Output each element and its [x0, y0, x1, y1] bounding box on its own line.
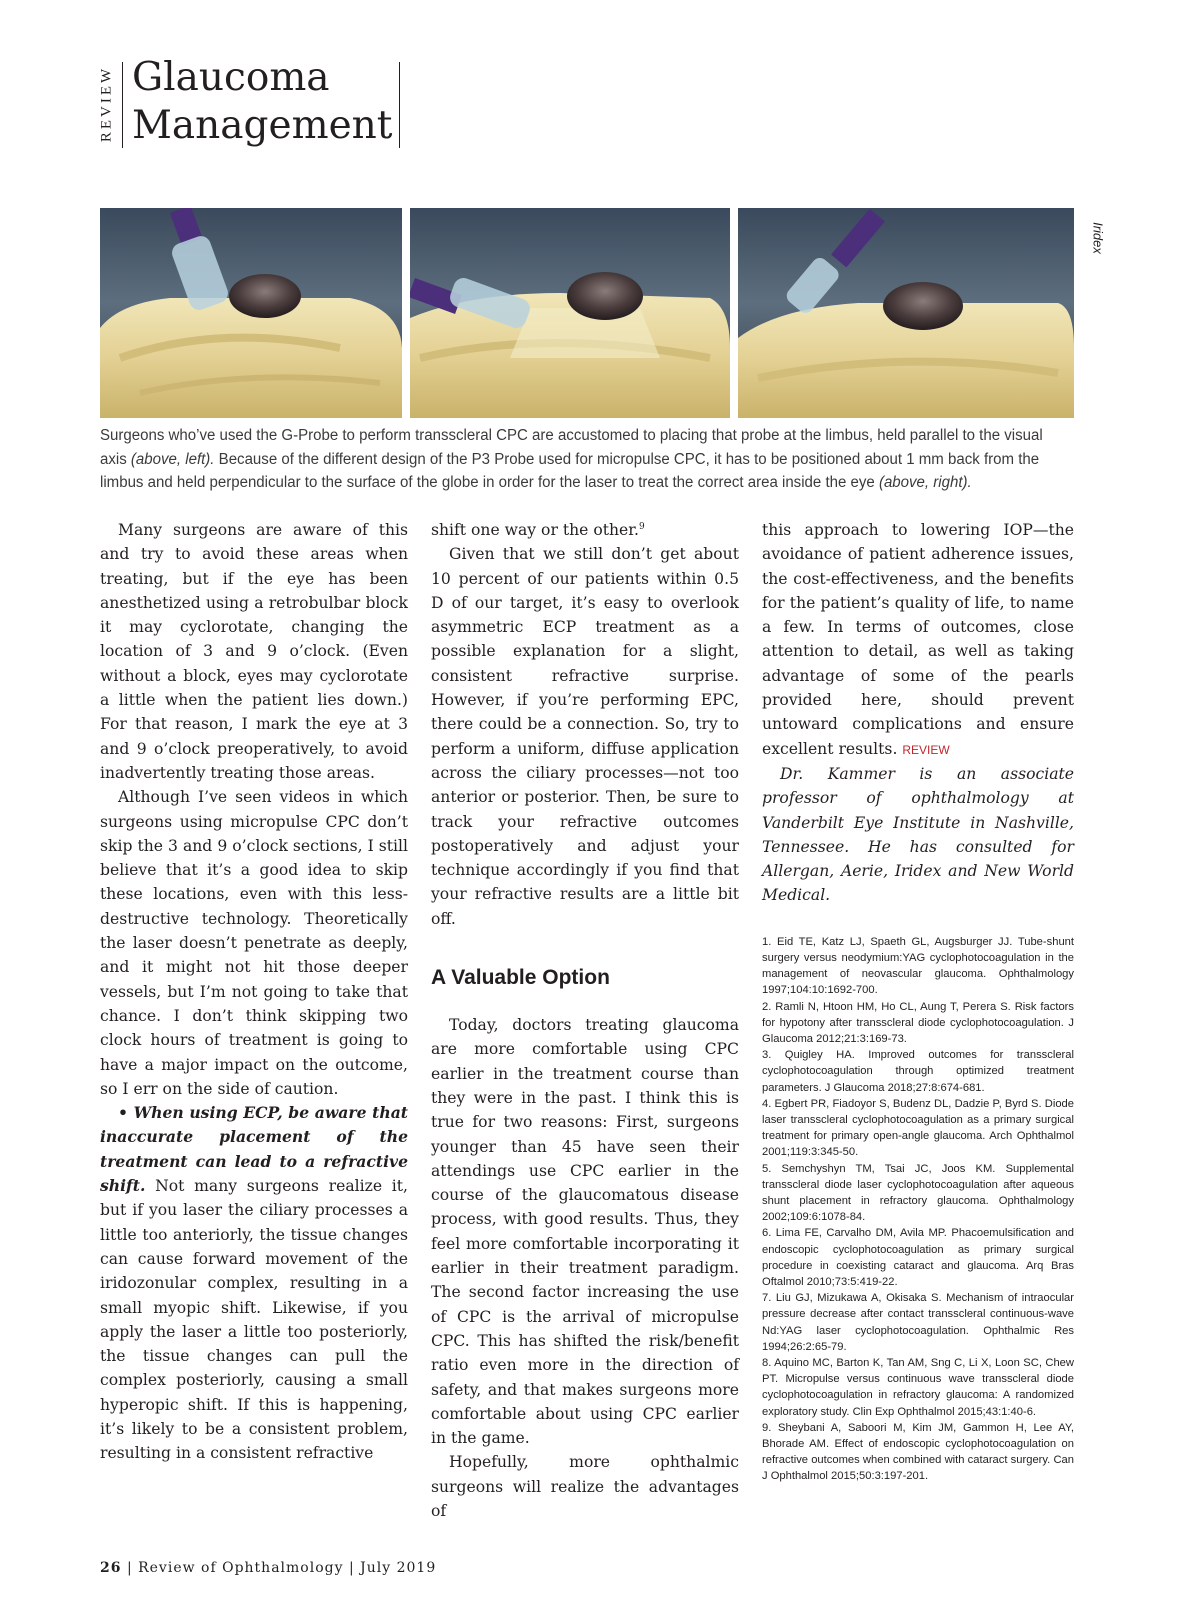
photo-credit-text: Iridex [1090, 222, 1106, 254]
page-number: 26 [100, 1560, 122, 1576]
section-subhead: A Valuable Option [431, 966, 610, 990]
paragraph: Although I’ve seen videos in which surgeons using micropulse CPC don’t skip the 3 and 9 o’clock sections, I still believe that it’s a good idea to skip these locations, even with this less-destructive technology. Theoretically the laser doesn’t penetrate as deeply, and it might not hit those deeper vessels, but I’m not going to take that chance. I don’t think skipping two clock hours of treatment is going to have a major impact on the outcome, so I err on the side of caution. [100, 788, 408, 1098]
caption-part2: Because of the different design of the P3 Probe used for micropulse CPC, it has to be positioned about 1 mm back from the limbus and held perpendicular to the surface of the globe in order for the laser to treat the correct area inside the eye [100, 450, 1040, 491]
photo-p3-probe [738, 208, 1074, 418]
article-column-3 [762, 518, 1074, 1485]
article-column-1 [100, 518, 408, 1466]
reference-item: 4. Egbert PR, Fiadoyor S, Budenz DL, Dadzie P, Byrd S. Diode laser transscleral cyclophotocoagulation as a primary surgical treatment for primary open-angle glaucoma. Arch Ophthalmol 2001;119:3:345-50. [762, 1097, 1074, 1159]
paragraph: Given that we still don’t get about 10 percent of our patients within 0.5 D of our target, it’s easy to overlook asymmetric ECP treatment as a possible explanation for a slight, consistent refractive surprise. However, if you’re performing EPC, there could be a connection. So, try to perform a uniform, diffuse application across the ciliary processes—not too anterior or posterior. Then, be sure to track your refractive outcomes postoperatively and adjust your technique accordingly if you find that your refractive results are a little bit off. [431, 545, 739, 928]
paragraph [100, 1101, 408, 1465]
end-mark: REVIEW [902, 742, 950, 757]
reference-item: 6. Lima FE, Carvalho DM, Avila MP. Phacoemulsification and endoscopic cyclophotocoagulation as primary surgical procedure in coexisting cataract and glaucoma. Arq Bras Oftalmol 2010;73:5:419-22. [762, 1227, 1074, 1289]
footer-separator: | [126, 1560, 133, 1576]
photo-caption [100, 424, 1062, 495]
reference-item: 9. Sheybani A, Saboori M, Kim JM, Gammon H, Lee AY, Bhorade AM. Effect of endoscopic cyclophotocoagulation on refractive outcomes when combined with cataract surgery. Can J Ophthalmol 2015;50:3:197-201. [762, 1421, 1074, 1483]
photo-probe-middle-image [410, 208, 730, 418]
paragraph-text: Not many surgeons realize it, but if you laser the ciliary processes a little too anteriorly, the tissue changes can cause forward movement of the iridozonular complex, resulting in a small myopic shift. Likewise, if you apply the laser a little too posteriorly, the tissue changes can pull the complex posteriorly, causing a small hyperopic shift. If this is happening, it’s likely to be a consistent problem, resulting in a consistent refractive [100, 1177, 408, 1463]
paragraph: Many surgeons are aware of this and try to avoid these areas when treating, but if the eye has been anesthetized using a retrobulbar block it may cyclorotate, changing the location of 3 and 9 o’clock. (Even without a block, eyes may cyclorotate a little when the patient lies down.) For that reason, I mark the eye at 3 and 9 o’clock preoperatively, to avoid inadvertently treating those areas. [100, 521, 408, 782]
paragraph: Hopefully, more ophthalmic surgeons will realize the advantages of [431, 1453, 739, 1520]
section-label [96, 58, 118, 150]
bullet-lead: • When using ECP, be aware that inaccurate placement of the treatment can lead to a refractive shift. [100, 1103, 408, 1196]
header-rule-left [122, 62, 123, 148]
publication-name: Review of Ophthalmology [138, 1560, 344, 1576]
reference-item: 5. Semchyshyn TM, Tsai JC, Joos KM. Supplemental transscleral diode laser cyclophotocoagulation after aqueous shunt placement in refractory glaucoma. Ophthalmology 2002;109:6:1078-84. [762, 1162, 1074, 1224]
footer-separator: | [348, 1560, 355, 1576]
caption-emphasis-left: (above, left). [130, 450, 215, 468]
caption-emphasis-right: (above, right). [878, 474, 972, 491]
references [762, 934, 1074, 1485]
header-rule-right [399, 62, 400, 148]
article-column-2 [431, 518, 739, 1523]
photo-p3-probe-image [738, 208, 1074, 418]
author-bio: Dr. Kammer is an associate professor of ophthalmology at Vanderbilt Eye Institute in Nashville, Tennessee. He has consulted for Allergan, Aerie, Iridex and New World Medical. [762, 764, 1074, 905]
paragraph-text: shift one way or the other. [431, 521, 639, 539]
issue-date: July 2019 [360, 1560, 437, 1576]
reference-item: 2. Ramli N, Htoon HM, Ho CL, Aung T, Perera S. Risk factors for hypotony after transscleral diode cyclophotocoagulation. J Glaucoma 2012;21:3:169-73. [762, 1000, 1074, 1045]
citation-superscript: 9 [638, 521, 645, 532]
paragraph-text: this approach to lowering IOP—the avoidance of patient adherence issues, the cost-effectiveness, and the benefits for the patient’s quality of life, to name a few. In terms of outcomes, close attention to detail, as well as taking advantage of some of the pearls provided here, should prevent untoward complications and ensure excellent results. [762, 521, 1074, 758]
photo-strip [100, 208, 1086, 418]
photo-credit [1088, 208, 1108, 268]
reference-item: 3. Quigley HA. Improved outcomes for transscleral cyclophotocoagulation through optimized treatment parameters. J Glaucoma 2018;27:8:674-681. [762, 1049, 1074, 1094]
page-title-line1: Glaucoma [132, 55, 330, 100]
page-footer [100, 1560, 436, 1576]
reference-item: 7. Liu GJ, Mizukawa A, Okisaka S. Mechanism of intraocular pressure decrease after contact transscleral continuous-wave Nd:YAG laser cyclophotocoagulation. Ophthalmic Res 1994;26:2:65-79. [762, 1292, 1074, 1353]
photo-g-probe-image [100, 208, 402, 418]
page-title-line2: Management [132, 103, 393, 148]
paragraph [762, 518, 1074, 762]
paragraph [431, 518, 739, 542]
reference-item: 8. Aquino MC, Barton K, Tan AM, Sng C, Li X, Loon SC, Chew PT. Micropulse versus continuous wave transscleral diode cyclophotocoagulation in refractory glaucoma: A randomized exploratory study. Clin Exp Ophthalmol 2015;43:1:40-6. [762, 1357, 1074, 1418]
page-title [132, 54, 394, 150]
reference-item: 1. Eid TE, Katz LJ, Spaeth GL, Augsburger JJ. Tube-shunt surgery versus neodymium:YAG cyclophotocoagulation in the management of neovascular glaucoma. Ophthalmology 1997;104:10:1692-700. [762, 935, 1074, 997]
photo-g-probe [100, 208, 402, 418]
section-label-text: REVIEW [98, 65, 115, 143]
caption-part1: Surgeons who’ve used the G-Probe to perform transscleral CPC are accustomed to placing that probe at the limbus, held parallel to the visual axis [100, 427, 1043, 468]
paragraph: Today, doctors treating glaucoma are more comfortable using CPC earlier in the treatment course than they were in the past. I think this is true for two reasons: First, surgeons younger than 45 have seen their attendings use CPC earlier in the course of the glaucomatous disease process, with good results. Thus, they feel more comfortable incorporating it earlier in their treatment paradigm. The second factor increasing the use of CPC is the arrival of micropulse CPC. This has shifted the risk/benefit ratio even more in the direction of safety, and that makes surgeons more comfortable about using CPC earlier in the game. [431, 1016, 739, 1448]
photo-probe-middle [410, 208, 730, 418]
